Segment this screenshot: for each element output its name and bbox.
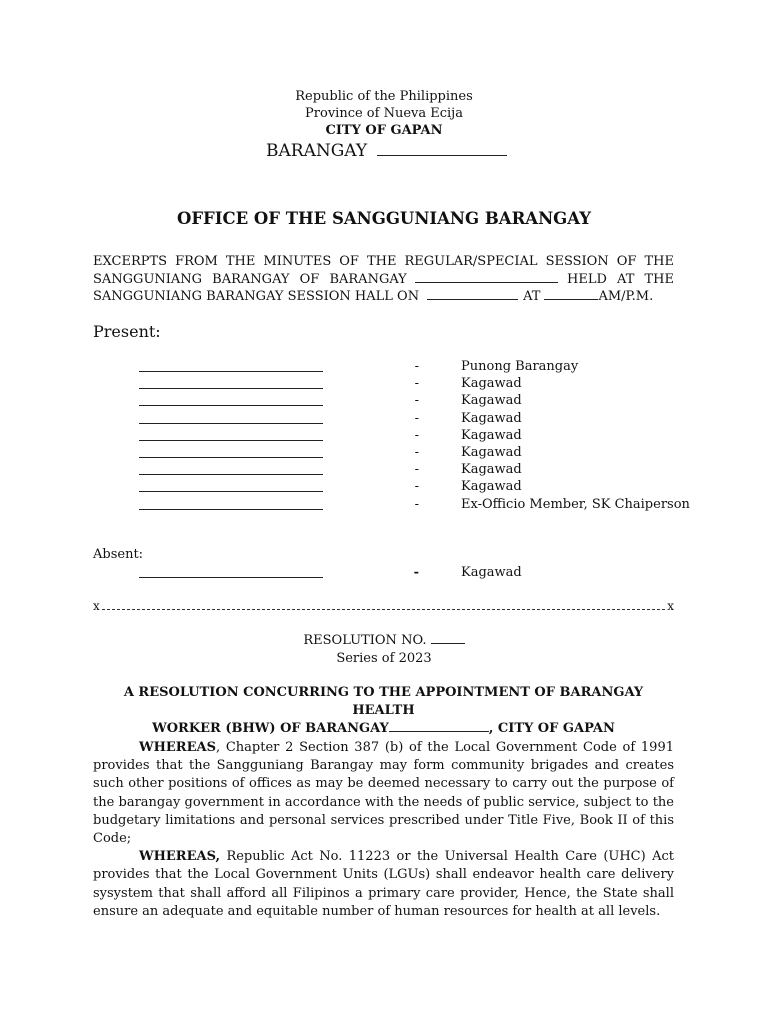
- republic-line: Republic of the Philippines: [295, 89, 473, 104]
- dash-separator: -: [414, 445, 419, 461]
- excerpts-word: THE: [366, 254, 397, 269]
- province-line: Province of Nueva Ecija: [305, 106, 463, 121]
- attendee-row: [139, 410, 699, 427]
- whereas-2-lead: WHEREAS,: [139, 849, 221, 865]
- barangay-blank: [377, 144, 507, 156]
- excerpts-line-1: [93, 253, 674, 271]
- excerpts-at: AT: [523, 289, 541, 304]
- name-blank: [139, 499, 323, 510]
- resolution-title-line-1: A RESOLUTION CONCURRING TO THE APPOINTMENT OF BARANGAY HEALTH: [123, 685, 644, 718]
- time-blank: [544, 288, 598, 300]
- attendee-row: [139, 478, 699, 495]
- dash-separator: -: [414, 427, 419, 443]
- resolution-number-label: RESOLUTION NO.: [303, 633, 427, 648]
- attendee-row: [139, 461, 699, 478]
- present-label: Present:: [93, 322, 161, 341]
- barangay-name-blank: [415, 271, 558, 283]
- attendee-role: Kagawad: [461, 393, 522, 409]
- excerpts-word: OF: [339, 254, 359, 269]
- excerpts-word: EXCERPTS: [93, 254, 168, 269]
- excerpts-line-2-end: HELD AT THE: [567, 271, 674, 287]
- name-blank: [139, 464, 323, 475]
- name-blank: [139, 447, 323, 458]
- whereas-1-text: , Chapter 2 Section 387 (b) of the Local Government Code of 1991 provides that the Sangguniang Barangay may form community brigades and creates such other positions of offices as may be deemed necessary to carry out the purpose of the barangay government in accordance with the needs of public service, subject to the budgetary limitations and personal services prescribed under Title Five, Book II of this Code;: [93, 740, 674, 847]
- dash-separator: -: [414, 479, 419, 495]
- attendee-row: [139, 564, 699, 581]
- attendee-role: Kagawad: [461, 410, 522, 426]
- excerpts-word: OF: [616, 254, 637, 269]
- resolution-title-line-2-start: WORKER (BHW) OF BARANGAY: [152, 721, 389, 736]
- attendee-role: Punong Barangay: [461, 359, 579, 375]
- excerpts-word: THE: [644, 254, 674, 269]
- absent-label: Absent:: [93, 547, 144, 562]
- resolution-title: [93, 684, 674, 738]
- attendee-role: Ex-Officio Member, SK Chaiperson: [461, 496, 690, 512]
- separator-start: x: [93, 599, 100, 613]
- document-header: [0, 88, 768, 139]
- excerpts-line-2: [93, 271, 674, 289]
- dash-separator: -: [414, 376, 419, 392]
- section-separator: [93, 599, 674, 613]
- excerpts-word: FROM: [175, 254, 218, 269]
- barangay-label: BARANGAY: [266, 141, 368, 161]
- excerpts-word: MINUTES: [263, 254, 332, 269]
- resolution-number-blank: [431, 632, 465, 644]
- resolution-number: [0, 632, 768, 650]
- resolution-number-block: [0, 632, 768, 667]
- office-title: OFFICE OF THE SANGGUNIANG BARANGAY: [176, 209, 592, 228]
- attendee-row: [139, 375, 699, 392]
- resolution-title-line-2: [93, 720, 674, 738]
- attendee-role: Kagawad: [461, 462, 522, 478]
- excerpts-word: SESSION: [545, 254, 609, 269]
- excerpts-paragraph: [93, 253, 674, 306]
- excerpts-ampm: AM/P.M.: [598, 289, 654, 304]
- attendee-row: [139, 496, 699, 513]
- barangay-heading: [266, 141, 507, 161]
- dash-separator: -: [414, 462, 419, 478]
- attendee-row: [139, 444, 699, 461]
- attendee-role: Kagawad: [461, 427, 522, 443]
- attendee-row: [139, 392, 699, 409]
- whereas-paragraph-1: [93, 739, 674, 848]
- excerpts-word: REGULAR/SPECIAL: [404, 254, 538, 269]
- excerpts-line-3: [93, 288, 674, 306]
- attendee-role: Kagawad: [461, 565, 522, 581]
- resolution-body: [93, 739, 674, 921]
- separator-end: x: [667, 599, 674, 613]
- dash-separator: -: [413, 565, 419, 581]
- dash-separator: -: [414, 496, 419, 512]
- whereas-1-lead: WHEREAS: [139, 740, 216, 755]
- dash-separator: -: [414, 410, 419, 426]
- attendee-row: [139, 358, 699, 375]
- excerpts-line-2-start: SANGGUNIANG BARANGAY OF BARANGAY: [93, 271, 407, 287]
- attendee-row: [139, 427, 699, 444]
- excerpts-line-3-start: SANGGUNIANG BARANGAY SESSION HALL ON: [93, 289, 420, 304]
- date-blank: [427, 288, 518, 300]
- name-blank: [139, 361, 323, 372]
- separator-dashes: [102, 603, 665, 610]
- attendee-role: Kagawad: [461, 445, 522, 461]
- present-list: [139, 358, 699, 513]
- excerpts-word: THE: [225, 254, 256, 269]
- resolution-series: Series of 2023: [336, 650, 432, 666]
- resolution-barangay-blank: [389, 720, 489, 732]
- city-line: CITY OF GAPAN: [325, 123, 443, 138]
- whereas-paragraph-2: [93, 848, 674, 921]
- name-blank: [139, 413, 323, 424]
- whereas-2-text: Republic Act No. 11223 or the Universal Health Care (UHC) Act provides that the Local Government Units (LGUs) shall endeavor health care delivery sysystem that shall afford all Filipinos a primary care provider, Hence, the State shall ensure an adequate and equitable number of human resources for health at all levels.: [93, 849, 674, 919]
- absent-list: [139, 564, 699, 581]
- attendee-role: Kagawad: [461, 479, 522, 495]
- name-blank: [139, 567, 323, 578]
- name-blank: [139, 395, 323, 406]
- resolution-title-line-2-end: , CITY OF GAPAN: [488, 721, 615, 736]
- dash-separator: -: [414, 359, 419, 375]
- name-blank: [139, 430, 323, 441]
- name-blank: [139, 378, 323, 389]
- name-blank: [139, 481, 323, 492]
- dash-separator: -: [414, 393, 419, 409]
- attendee-role: Kagawad: [461, 376, 522, 392]
